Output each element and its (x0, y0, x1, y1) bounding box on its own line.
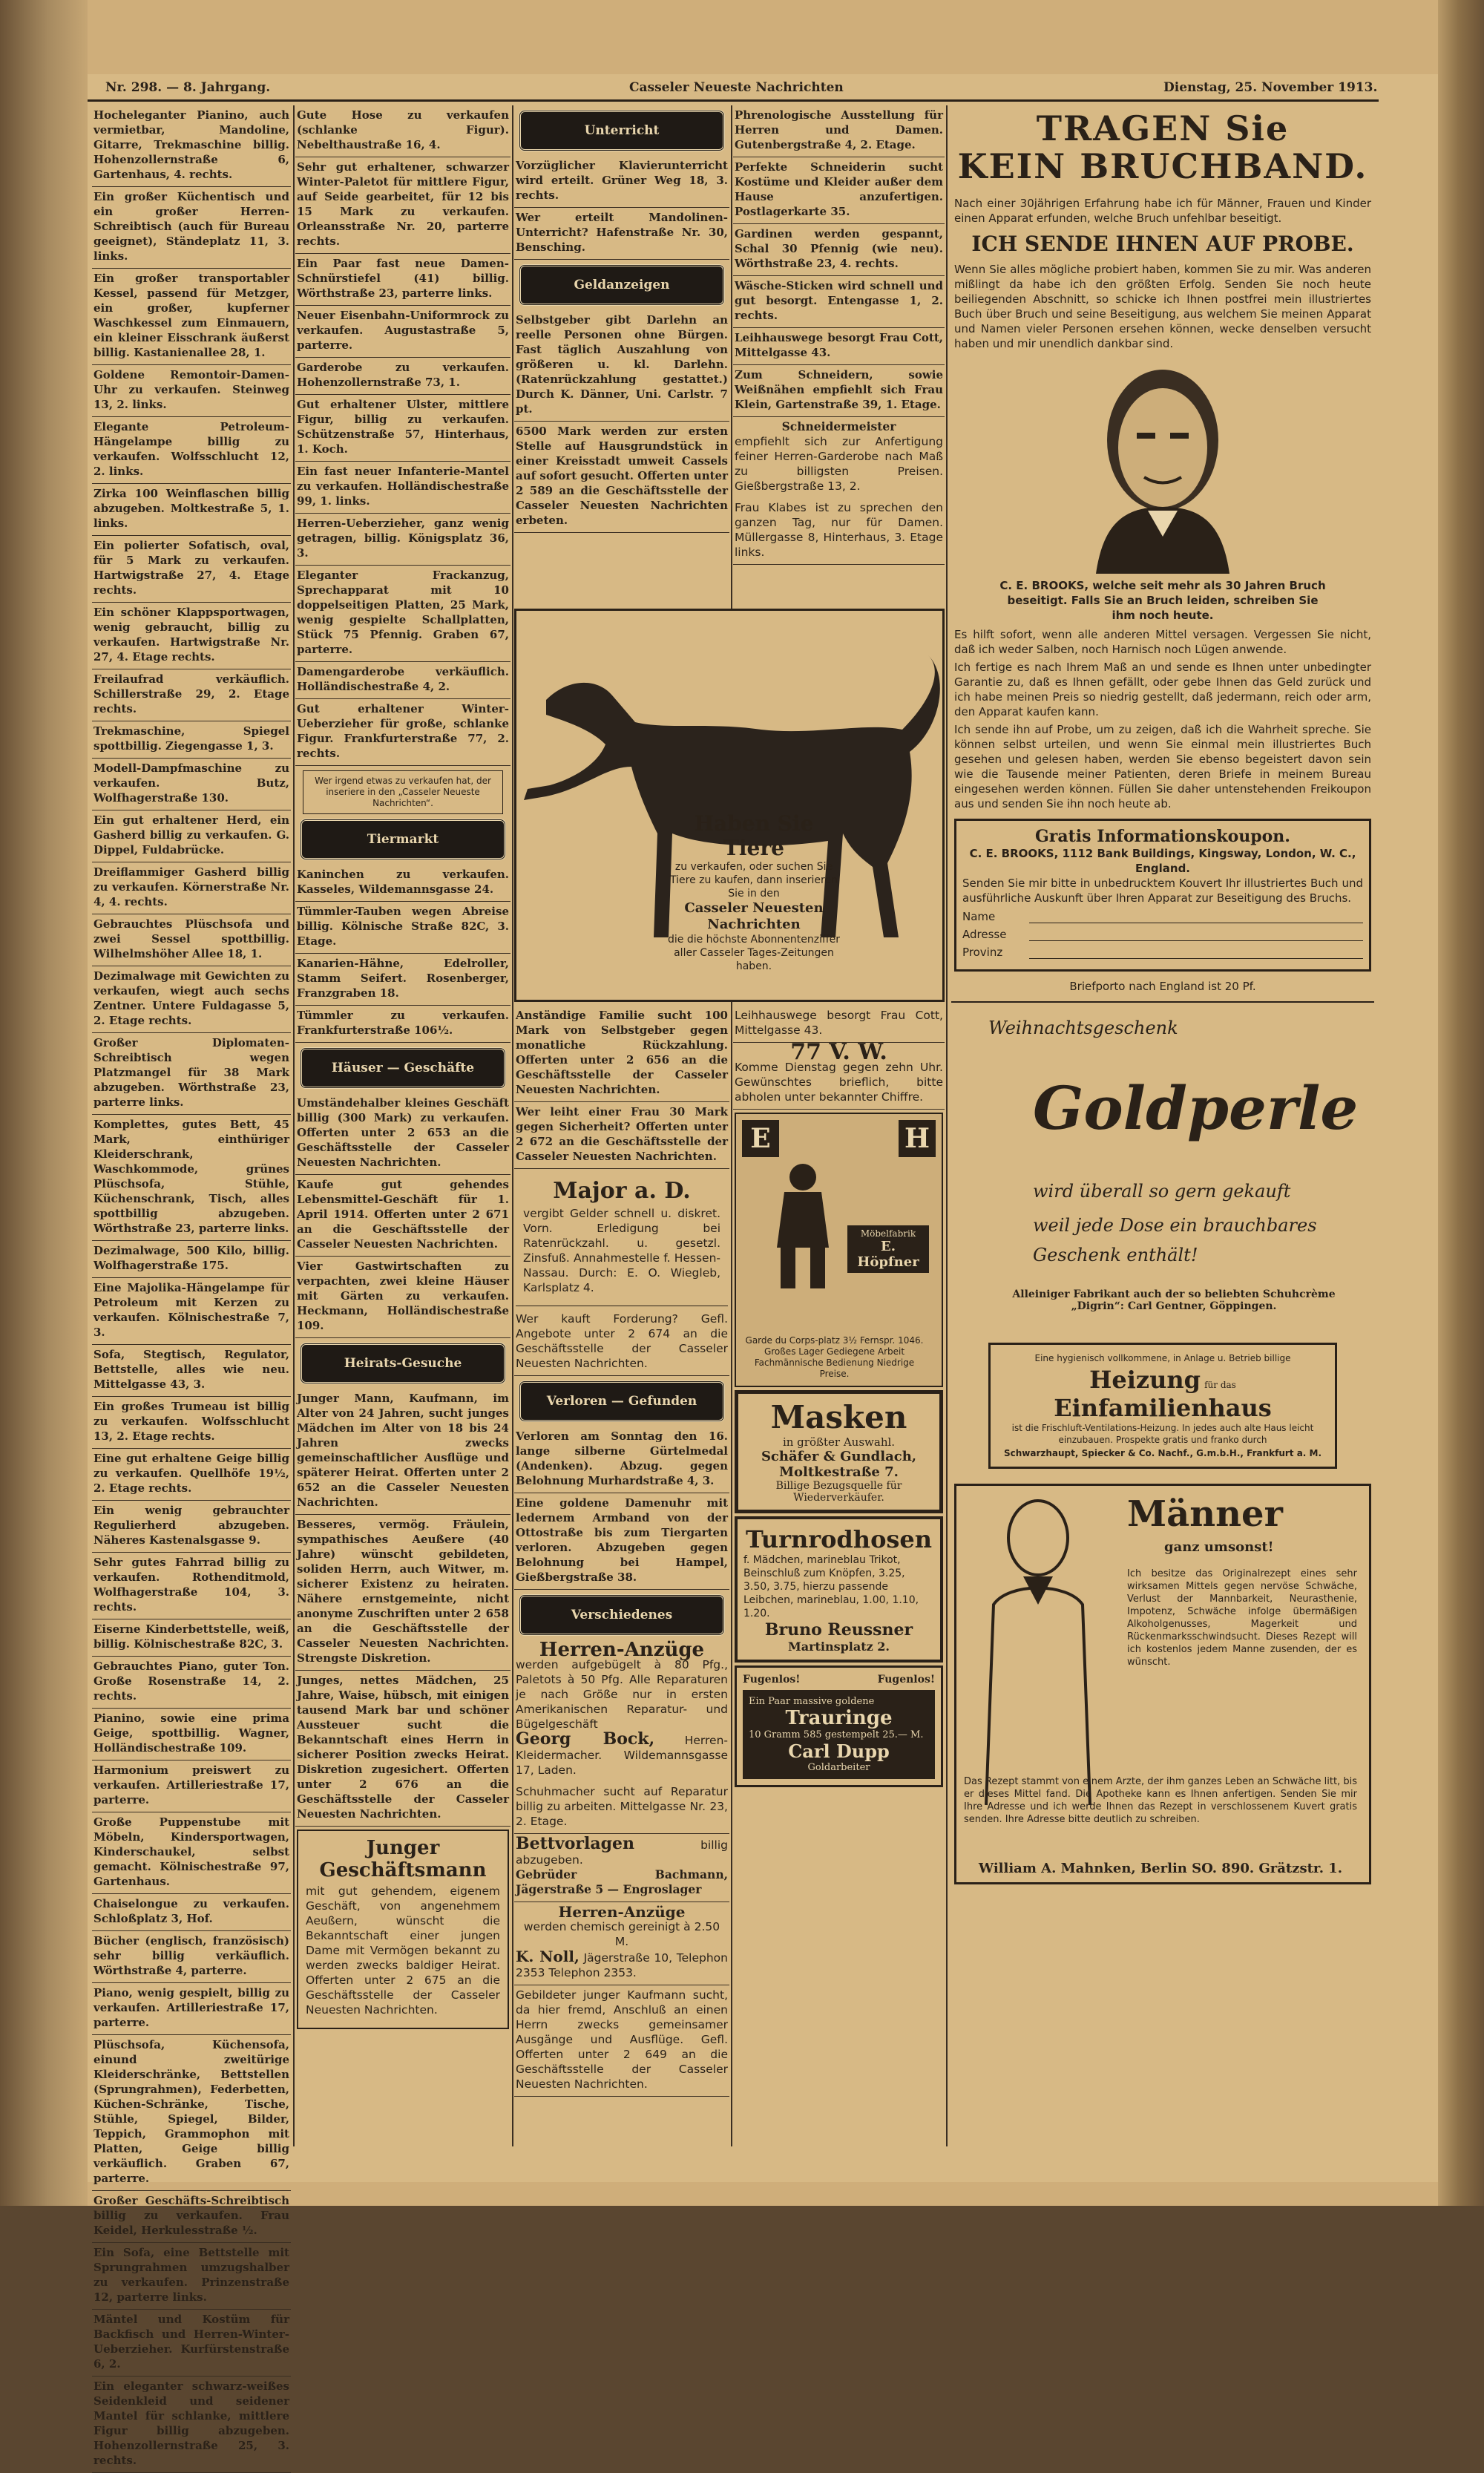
bachmann-firm: Gebrüder Bachmann, Jägerstraße 5 — Engroslager (516, 1867, 728, 1896)
leihhaus-ad: Leihhauswege besorgt Frau Cott, Mittelgasse 43. (733, 1006, 945, 1043)
kaufmann2-ad: Gebildeter junger Kaufmann sucht, da hier fremd, Anschluß an einen Herrn zwecks gemeinsamer Ausgänge und Ausflüge. Gefl. Offerten unter 2 649 an die Geschäftsstelle der Casseler Neuesten Nachrichten. (514, 1985, 729, 2097)
bruch-text-3: Ich fertige es nach Ihrem Maß an und sende es Ihnen unter unbedingter Garantie zu, daß es Ihnen gefällt, oder gebe Ihnen das Geld zurück und ich habe meinen Preis so niedrig gestellt, daß jedermann, reich oder arm, den Apparat kaufen kann. (954, 661, 1371, 718)
haeuser-ads (295, 1093, 510, 1338)
gold-script-1: wird überall so gern gekauft (1033, 1181, 1291, 1202)
coupon-name-label: Name (962, 910, 996, 923)
trauringe-ad (735, 1665, 943, 1787)
classified-ad: Vier Gastwirtschaften zu verpachten, zwei kleine Häuser mit Gärten zu verkaufen. Heckmann, Holländischestraße 109. (295, 1257, 510, 1338)
section-tiermarkt: Tiermarkt (300, 819, 506, 860)
classified-ad: Sofa, Stegtisch, Regulator, Bettstelle, alles wie neu. Mittelgasse 43, 3. (92, 1345, 291, 1397)
tiere-paper: Casseler Neuesten Nachrichten (684, 900, 824, 932)
classified-ad: Sehr gutes Fahrrad billig zu verkaufen. Rothenditmold, Wolfhagerstraße 104, 3. rechts. (92, 1553, 291, 1619)
classified-ad: Ein großes Trumeau ist billig zu verkaufen. Wolfsschlucht 13, 2. Etage rechts. (92, 1397, 291, 1449)
tiere-text: zu verkaufen, oder suchen Sie Tiere zu kaufen, dann inserieren Sie in den (670, 861, 838, 900)
bettvorlagen-text: billig abzugeben. (516, 1838, 728, 1867)
classified-ad: Leihhauswege besorgt Frau Cott, Mittelgasse 43. (733, 328, 945, 365)
classified-ad: Selbstgeber gibt Darlehn an reelle Personen ohne Bürgen. Fast täglich Auszahlung von größeren u. kl. Darlehn. (Ratenrückzahlung gestattet.) Durch K. Dänner, Uni. Carlstr. 7 pt. (514, 310, 729, 422)
bruch-caption: C. E. BROOKS, welche seit mehr als 30 Jahren Bruch beseitigt. Falls Sie an Bruch leiden, schreiben Sie ihm noch heute. (999, 579, 1326, 622)
classified-ad: Eine gut erhaltene Geige billig zu verkaufen. Quellhöfe 19½, 2. Etage rechts. (92, 1449, 291, 1501)
turn-ad (735, 1516, 943, 1663)
classified-ad: Piano, wenig gespielt, billig zu verkaufen. Artilleriestraße 17, parterre. (92, 1983, 291, 2035)
section-verschiedenes: Verschiedenes (519, 1594, 725, 1636)
heizung-text: ist die Frischluft-Ventilations-Heizung. In jedes auch alte Haus leicht einzubauen. Prospekte gratis und franko durch (1011, 1423, 1314, 1445)
tiere-text-block (665, 811, 843, 973)
classified-ad: Freilaufrad verkäuflich. Schillerstraße 29, 2. Etage rechts. (92, 669, 291, 721)
heizung-title-2: Einfamilienhaus (1054, 1394, 1272, 1422)
coupon-provinz-field[interactable] (1029, 947, 1363, 959)
kaufmann-title: Junger Geschäftsmann (319, 1837, 487, 1881)
classified-ad: Kaninchen zu verkaufen. Kasseles, Wildemannsgasse 24. (295, 865, 510, 902)
classified-ad: Wer leiht einer Frau 30 Mark gegen Sicherheit? Offerten unter 2 672 an die Geschäftsstelle der Casseler Neuesten Nachrichten. (514, 1102, 729, 1169)
unterricht-ads (514, 156, 729, 260)
classified-ad: Modell-Dampfmaschine zu verkaufen. Butz, Wolfhagerstraße 130. (92, 759, 291, 810)
coupon-provinz-line (962, 946, 1363, 959)
classified-ad: Gute Hose zu verkaufen (schlanke Figur). Nebelthaustraße 16, 4. (295, 105, 510, 157)
classified-ad: Kaufe gut gehendes Lebensmittel-Geschäft für 1. April 1914. Offerten unter 2 671 an die Geschäftsstelle der Casseler Neuesten Nachrichten. (295, 1175, 510, 1257)
advertise-notice: Wer irgend etwas zu verkaufen hat, der inseriere in den „Casseler Neueste Nachrichten“. (303, 770, 503, 814)
noll-title: Herren-Anzüge (558, 1903, 686, 1921)
classified-ad: Ein wenig gebrauchter Regulierherd abzugeben. Näheres Kastenalsgasse 9. (92, 1501, 291, 1553)
major-ad (516, 1172, 728, 1306)
classified-ad: Gebrauchtes Piano, guter Ton. Große Rosenstraße 14, 2. rechts. (92, 1657, 291, 1709)
vw-title: 77 V. W. (790, 1039, 887, 1065)
classified-ad: Junges, nettes Mädchen, 25 Jahre, Waise, hübsch, mit einigen tausend Mark bar und schöner Aussteuer sucht die Bekanntschaft eines Herrn in sicherer Position zwecks Heirat. Diskretion zugesichert. Offerten unter 2 676 an die Geschäftsstelle der Casseler Neuesten Nachrichten. (295, 1671, 510, 1827)
classified-ad: 6500 Mark werden zur ersten Stelle auf Hausgrundstück in einer Kreisstadt umweit Cassels auf sofort gesucht. Offerten unter 2 589 an die Geschäftsstelle der Casseler Neuesten Nachrichten erbeten. (514, 422, 729, 533)
hoepfner-sign (847, 1225, 929, 1273)
section-geld: Geldanzeigen (519, 264, 725, 306)
fugenlos-row (743, 1674, 935, 1686)
classified-ad: Ein schöner Klappsportwagen, wenig gebraucht, billig zu verkaufen. Hartwigstraße Nr. 27, 4. Etage rechts. (92, 603, 291, 669)
schneider-head: Schneidermeister (781, 419, 896, 433)
kaufmann-ad (297, 1830, 509, 2029)
issue-date: Dienstag, 25. November 1913. (1163, 80, 1378, 95)
gold-script-2: weil jede Dose ein brauchbares Geschenk enthält! (1033, 1215, 1317, 1265)
classified-ad: Chaiselongue zu verkaufen. Schloßplatz 3, Hof. (92, 1894, 291, 1931)
fugenlos-left: Fugenlos! (743, 1674, 801, 1686)
tiere-advertisement (514, 609, 945, 1002)
service-ads (733, 105, 945, 417)
classified-ad: Umständehalber kleines Geschäft billig (300 Mark) zu verkaufen. Offerten unter 2 653 an die Geschäftsstelle der Casseler Neuesten Nachrichten. (295, 1093, 510, 1175)
major-title: Major a. D. (553, 1178, 691, 1204)
kaufmann-text: mit gut gehendem, eigenem Geschäft, von angenehmem Aeußern, wünscht die Bekanntschaft einer jungen Dame mit Vermögen bekannt zu werden zwecks baldiger Heirat. Offerten unter 2 675 an die Geschäftsstelle der Casseler Neuesten Nachrichten. (306, 1884, 500, 2017)
classified-ad: Dreiflammiger Gasherd billig zu verkaufen. Körnerstraße Nr. 4, 4. rechts. (92, 862, 291, 914)
vw-ad (733, 1039, 945, 1110)
maenner-text: Ich besitze das Originalrezept eines sehr wirksamen Mittels gegen nervöse Schwäche, Verlust der Mannbarkeit, Neurasthenie, Impotenz, Schwäche infolge übermäßigen Alkoholgenusses, Magerkeit und Rückenmarksschwindsucht. Dieses Rezept will ich kostenlos jedem Manne zusenden, der es wünscht. (1127, 1568, 1357, 1668)
coupon-title: Gratis Informationskoupon. (1035, 827, 1290, 846)
hoepfner-ad (735, 1113, 943, 1387)
classified-ad: Ein polierter Sofatisch, oval, für 5 Mark zu verkaufen. Hartwigstraße 27, 4. Etage rechts. (92, 536, 291, 603)
masken-text: in größter Auswahl. (782, 1435, 896, 1449)
anzuege-title: Herren-Anzüge (539, 1639, 705, 1661)
section-verloren: Verloren — Gefunden (519, 1380, 725, 1422)
anzuege-text: werden aufgebügelt à 80 Pfg., Paletots à 50 Pfg. Alle Reparaturen je nach Größe nur in ersten Amerikanischen Reparatur- und Bügelgeschäft (516, 1658, 728, 1731)
classified-ad: Ein Paar fast neue Damen-Schnürstiefel (41) billig. Wörthstraße 23, parterre links. (295, 254, 510, 306)
coupon-text: Senden Sie mir bitte in unbedrucktem Kouvert Ihr illustriertes Buch und ausführliche Auskunft über Ihren Apparat zur Beseitigung des Bruchs. (962, 877, 1363, 905)
heizung-title-row (997, 1366, 1329, 1422)
man-illustration (964, 1493, 1112, 1805)
classified-ad: Anständige Familie sucht 100 Mark von Selbstgeber gegen monatliche Rückzahlung. Offerten unter 2 656 an die Geschäftsstelle der Casseler Neuesten Nachrichten. (514, 1006, 729, 1102)
bock-text: Herren-Kleidermacher. Wildemannsgasse 17, Laden. (516, 1734, 728, 1777)
classified-ad: Große Puppenstube mit Möbeln, Kindersportwagen, Kinderschaukel, selbst gemacht. Kölnischestraße 97, Gartenhaus. (92, 1812, 291, 1894)
coupon-name-line (962, 910, 1363, 923)
bruch-probe: ICH SENDE IHNEN AUF PROBE. (971, 232, 1354, 256)
coupon-address: C. E. BROOKS, 1112 Bank Buildings, Kingsway, London, W. C., England. (969, 847, 1356, 875)
classified-ad: Junger Mann, Kaufmann, im Alter von 24 Jahren, sucht junges Mädchen im Alter von 18 bis 24 Jahren zwecks gemeinschaftlicher Ausflüge und späterer Heirat. Offerten unter 2 652 an die Casseler Neuesten Nachrichten. (295, 1389, 510, 1515)
tiere-tail: die die höchste Abonnentenziffer aller Casseler Tages-Zeitungen haben. (667, 934, 841, 972)
ring-sub: 10 Gramm 585 gestempelt 25.— M. (749, 1729, 924, 1740)
classified-ad: Gebrauchtes Plüschsofa und zwei Sessel spottbillig. Wilhelmshöher Allee 18, 1. (92, 914, 291, 966)
coupon-adresse-label: Adresse (962, 928, 1007, 941)
heizung-firm: Schwarzhaupt, Spiecker & Co. Nachf., G.m.b.H., Frankfurt a. M. (1003, 1448, 1322, 1458)
binding-left (0, 0, 88, 2206)
classified-ad: Zirka 100 Weinflaschen billig abzugeben. Moltkestraße 5, 1. links. (92, 484, 291, 536)
classified-ad: Herren-Ueberzieher, ganz wenig getragen, billig. Königsplatz 36, 3. (295, 514, 510, 566)
heizung-title-1: Heizung (1089, 1366, 1201, 1394)
bruch-text-4: Ich sende ihn auf Probe, um zu zeigen, daß ich die Wahrheit spreche. Sie können selbst urteilen, und wenn Sie einmal mein illustriertes Buch gesehen und gelesen haben, werden Sie ebenso begeistert davon sein wie die Tausende meiner Patienten, deren Briefe in meinem Bureau eingesehen werden können. Füllen Sie daher untenstehenden Freikoupon aus und senden Sie ihn noch heute ab. (954, 723, 1371, 810)
gold-script-top: Weihnachtsgeschenk (988, 1018, 1178, 1038)
classified-column-1 (92, 105, 291, 2467)
darlehn-ads (514, 1006, 729, 1169)
classified-ad: Gut erhaltener Ulster, mittlere Figur, billig zu verkaufen. Schützenstraße 57, Hinterhaus, 1. Koch. (295, 395, 510, 462)
ring-firm: Carl Dupp (788, 1740, 890, 1762)
major-text: vergibt Gelder schnell u. diskret. Vorn. Erledigung bei Ratenrückzahl. u. gesetzl. Zinsfuß. Annahmestelle f. Hessen-Nassau. Durch: E. O. Wiegleb, Karlsplatz 4. (523, 1207, 720, 1294)
classified-ad: Eiserne Kinderbettstelle, weiß, billig. Kölnischestraße 82C, 3. (92, 1619, 291, 1657)
section-haeuser: Häuser — Geschäfte (300, 1047, 506, 1089)
classified-ad: Dezimalwage, 500 Kilo, billig. Wolfhagerstraße 175. (92, 1241, 291, 1278)
classified-ad: Wer erteilt Mandolinen-Unterricht? Hafenstraße Nr. 30, Bensching. (514, 208, 729, 260)
classified-ad: Komplettes, gutes Bett, 45 Mark, einthüriger Kleiderschrank, Waschkommode, grünes Plüschsofa, Stühle, Küchenschrank, Tisch, alles spottbillig abzugeben. Wörthstraße 23, parterre links. (92, 1115, 291, 1241)
goldperle-ad (951, 1001, 1374, 1328)
heizung-pre: Eine hygienisch vollkommene, in Anlage u. Betrieb billige (1034, 1353, 1291, 1363)
classified-ad: Eine Majolika-Hängelampe für Petroleum mit Kerzen zu verkaufen. Kölnischestraße 7, 3. (92, 1278, 291, 1345)
classified-ad: Phrenologische Ausstellung für Herren und Damen. Gutenbergstraße 4, 2. Etage. (733, 105, 945, 157)
coupon-name-field[interactable] (1029, 911, 1363, 923)
classified-ad: Eine goldene Damenuhr mit ledernem Armband von der Ottostraße bis zum Tiergarten verloren. Abzugeben gegen Belohnung bei Hampel, Gießbergstraße 38. (514, 1493, 729, 1590)
classified-ad: Eleganter Frackanzug, Sprechapparat mit 10 doppelseitigen Platten, 25 Mark, wenig gespielte Schallplatten, Stück 75 Pfennig. Graben 67, parterre. (295, 566, 510, 662)
masken-title: Masken (770, 1399, 907, 1435)
noll-name: K. Noll, (516, 1948, 580, 1965)
display-ads-column (951, 105, 1374, 2146)
classified-column-4-lower (733, 1006, 945, 2145)
schuhmacher-ad: Schuhmacher sucht auf Reparatur billig zu arbeiten. Mittelgasse Nr. 23, 2. Etage. (514, 1782, 729, 1834)
maenner-ad (954, 1484, 1371, 1884)
gold-maker: Alleiniger Fabrikant auch der so beliebten Schuhcrème „Digrin“: Carl Gentner, Göppingen. (1012, 1288, 1336, 1312)
classified-ad: Dezimalwage mit Gewichten zu verkaufen, wiegt auch sechs Zentner. Untere Fuldagasse 5, 2. Etage rechts. (92, 966, 291, 1033)
masken-ad (735, 1390, 943, 1513)
tiere-title: Haben Sie Tiere (694, 811, 814, 860)
classified-ad: Garderobe zu verkaufen. Hohenzollernstraße 73, 1. (295, 358, 510, 395)
vw-text: Komme Dienstag gegen zehn Uhr. Gewünschtes brieflich, bitte abholen unter bekannter Chiffre. (735, 1061, 943, 1104)
column-rule (731, 105, 732, 2146)
classified-ad: Tümmler zu verkaufen. Frankfurterstraße 106½. (295, 1006, 510, 1043)
classified-ad: Sehr gut erhaltener, schwarzer Winter-Paletot für mittlere Figur, auf Seide gearbeitet, für 12 bis 15 Mark zu verkaufen. Orleansstraße Nr. 20, parterre rechts. (295, 157, 510, 254)
classified-ad: Mäntel und Kostüm für Backfisch und Herren-Winter-Ueberzieher. Kurfürstenstraße 6, 2. (92, 2310, 291, 2377)
maenner-title: Männer (1127, 1493, 1283, 1535)
classified-ad: Ein großer transportabler Kessel, passend für Metzger, ein großer, kupferner Waschkessel zum Einmauern, ein kleiner Eisschrank äußerst billig. Kastanienallee 28, 1. (92, 269, 291, 365)
turn-text: f. Mädchen, marineblau Trikot, Beinschluß zum Knöpfen, 3.25, 3.50, 3.75, hierzu passende Leibchen, marineblau, 1.00, 1.10, 1.20. (743, 1554, 919, 1619)
hoepfner-label: Möbelfabrik (860, 1228, 916, 1239)
classified-ad: Harmonium preiswert zu verkaufen. Artilleriestraße 17, parterre. (92, 1760, 291, 1812)
gold-title: Goldperle (1033, 1073, 1359, 1143)
bruch-title-1: TRAGEN Sie (1036, 108, 1290, 148)
bettvorlagen-ad (514, 1834, 729, 1902)
trauringe-box (743, 1690, 935, 1779)
bock-name: Georg Bock, (516, 1729, 655, 1749)
classified-ad: Perfekte Schneiderin sucht Kostüme und Kleider außer dem Hause anzufertigen. Postlagerkarte 35. (733, 157, 945, 224)
brooks-portrait (1051, 358, 1274, 574)
bettvorlagen-title: Bettvorlagen (516, 1834, 634, 1853)
masken-tail: Billige Bezugsquelle für Wiederverkäufer. (775, 1480, 902, 1504)
classified-ad: Ein fast neuer Infanterie-Mantel zu verkaufen. Holländischestraße 99, 1. links. (295, 462, 510, 514)
fugenlos-right: Fugenlos! (877, 1674, 935, 1686)
masken-firm: Schäfer & Gundlach, (761, 1449, 917, 1464)
classified-ad: Neuer Eisenbahn-Uniformrock zu verkaufen. Augustastraße 5, parterre. (295, 306, 510, 358)
ring-title: Trauringe (785, 1707, 893, 1729)
bruch-text-1: Wenn Sie alles mögliche probiert haben, kommen Sie zu mir. Was anderen mißlingt da habe ich den größten Erfolg. Senden Sie noch heute beiliegenden Abschnitt, so schicke ich Ihnen postfrei mein illustriertes Buch über Bruch und seine Beseitigung, aus welchem Sie meinen Apparat und Namen vieler Personen ersehen können, wecke denselben versucht haben und mir unendlich dankbar sind. (954, 263, 1371, 350)
classified-column-3-lower (514, 1006, 729, 2145)
heirat-ads (295, 1389, 510, 1827)
forderung-ad: Wer kauft Forderung? Gefl. Angebote unter 2 674 an die Geschäftsstelle der Casseler Neuesten Nachrichten. (514, 1309, 729, 1376)
maenner-sub: ganz umsonst! (1164, 1539, 1274, 1555)
section-unterricht: Unterricht (519, 110, 725, 151)
column-rule (512, 105, 513, 2146)
paper-name: Casseler Neueste Nachrichten (629, 80, 844, 95)
turn-title: Turnrodhosen (745, 1525, 933, 1553)
column-rule (293, 105, 295, 2146)
carpenter-illustration (758, 1159, 847, 1292)
schneider-ad (733, 417, 945, 498)
heizung-fuer: für das (1204, 1380, 1236, 1390)
classified-ad: Kanarien-Hähne, Edelroller, Stamm Seifert. Rosenberger, Franzgraben 18. (295, 954, 510, 1006)
classified-ad: Verloren am Sonntag den 16. lange silberne Gürtelmedal (Andenken). Abzug. gegen Belohnung Murhardstraße 4, 3. (514, 1427, 729, 1493)
classified-ad: Gut erhaltener Winter-Ueberzieher für große, schlanke Figur. Frankfurterstraße 77, 2. rechts. (295, 699, 510, 766)
classified-ad: Bücher (englisch, französisch) sehr billig verkäuflich. Wörthstraße 4, parterre. (92, 1931, 291, 1983)
turn-addr: Martinsplatz 2. (788, 1640, 890, 1654)
classified-ad: Pianino, sowie eine prima Geige, spottbillig. Wagner, Holländischestraße 109. (92, 1709, 291, 1760)
classified-column-4 (733, 105, 945, 606)
maenner-text-2: Das Rezept stammt von einem Arzte, der ihm ganzes Leben an Schwäche litt, bis er dieses Mittel fand. Die Apotheke kann es Ihnen anfertigen. Senden Sie mir Ihre Adresse und ich werde Ihnen das Rezept in verschlossenem Kuvert gratis senden. Ihre Adresse bitte deutlich zu schreiben. (964, 1776, 1357, 1825)
noll-addr: Jägerstraße 10, Telephon 2353 Telephon 2353. (516, 1951, 728, 1979)
bruch-title-2: KEIN BRUCHBAND. (957, 146, 1368, 186)
column-rule (946, 105, 948, 2146)
heizung-ad (988, 1343, 1337, 1469)
classified-ad: Goldene Remontoir-Damen-Uhr zu verkaufen. Steinweg 13, 2. links. (92, 365, 291, 417)
geld-ads (514, 310, 729, 533)
classified-ad: Tümmler-Tauben wegen Abreise billig. Kölnische Straße 82C, 3. Etage. (295, 902, 510, 954)
coupon-adresse-field[interactable] (1029, 929, 1363, 941)
clothing-ads (295, 105, 510, 766)
classified-ad: Damengarderobe verkäuflich. Holländischestraße 4, 2. (295, 662, 510, 699)
classified-column-2 (295, 105, 510, 2146)
verloren-ads (514, 1427, 729, 1590)
classified-ad: Gardinen werden gespannt, Schal 30 Pfennig (wie neu). Wörthstraße 23, 4. rechts. (733, 224, 945, 276)
coupon-provinz-label: Provinz (962, 946, 1003, 959)
classified-ad: Vorzüglicher Klavierunterricht wird erteilt. Grüner Weg 18, 3. rechts. (514, 156, 729, 208)
section-heirat: Heirats-Gesuche (300, 1343, 506, 1384)
masken-addr: Moltkestraße 7. (779, 1464, 899, 1480)
classified-ad: Ein Sofa, eine Bettstelle mit Sprungrahmen umzugshalber zu verkaufen. Prinzenstraße 12, parterre links. (92, 2243, 291, 2310)
classified-ad: Plüschsofa, Küchensofa, einund zweitürige Kleiderschränke, Bettstellen (Sprungrahmen), Federbetten, Küchen-Schränke, Tische, Stühle, Spiegel, Bilder, Teppich, Grammophon mit Platten, Geige billig verkäuflich. Graben 67, parterre. (92, 2035, 291, 2191)
classified-ad: Großer Diplomaten-Schreibtisch wegen Platzmangel für 38 Mark abzugeben. Wörthstraße 23, parterre links. (92, 1033, 291, 1115)
hoepfner-letter-e: E (742, 1120, 779, 1157)
noll-ad (514, 1902, 729, 1985)
bruch-intro: Nach einer 30jährigen Erfahrung habe ich für Männer, Frauen und Kinder einen Apparat erfunden, welche Bruch unfehlbar beseitigt. (954, 197, 1371, 225)
issue-number: Nr. 298. — 8. Jahrgang. (105, 80, 271, 95)
turn-firm: Bruno Reussner (764, 1620, 913, 1640)
hoepfner-name: E. Höpfner (857, 1239, 919, 1270)
hoepfner-letter-h: H (899, 1120, 936, 1157)
classified-ad: Hocheleganter Pianino, auch vermietbar, Mandoline, Gitarre, Trekmaschine billig. Hohenzollernstraße 6, Gartenhaus, 4. rechts. (92, 105, 291, 187)
classified-ad: Trekmaschine, Spiegel spottbillig. Ziegengasse 1, 3. (92, 721, 291, 759)
tiermarkt-ads (295, 865, 510, 1043)
hoepfner-text: Garde du Corps-platz 3½ Fernspr. 1046. Großes Lager Gediegene Arbeit Fachmännische Bedienung Niedrige Preise. (745, 1335, 924, 1379)
bruch-text-2: Es hilft sofort, wenn alle anderen Mittel versagen. Vergessen Sie nicht, daß ich weder Salben, noch Harnisch noch Lügen anwende. (954, 628, 1371, 656)
briefporto: Briefporto nach England ist 20 Pf. (1069, 980, 1256, 993)
masthead-rule (88, 99, 1379, 102)
binding-right (1438, 0, 1484, 2206)
schneider-text: empfiehlt sich zur Anfertigung feiner Herren-Garderobe nach Maß zu billigsten Preisen. Gießbergstraße 13, 2. (735, 435, 943, 493)
anzuege-ad (514, 1640, 729, 1782)
classified-ad: Ein großer Küchentisch und ein großer Herren-Schreibtisch (auch für Bureau geeignet), Ständeplatz 11, 3. links. (92, 187, 291, 269)
classified-ad: Ein eleganter schwarz-weißes Seidenkleid und seidener Mantel für schlanke, mittlere Figur billig abzugeben. Hohenzollernstraße 25, 3. rechts. (92, 2377, 291, 2473)
ring-head: Ein Paar massive goldene (749, 1696, 875, 1707)
classified-ad: Zum Schneidern, sowie Weißnähen empfiehlt sich Frau Klein, Gartenstraße 39, 1. Etage. (733, 365, 945, 417)
classified-ad: Großer Geschäfts-Schreibtisch billig zu verkaufen. Frau Keidel, Herkulesstraße ½. (92, 2191, 291, 2243)
coupon-adresse-line (962, 928, 1363, 941)
classified-ad: Elegante Petroleum-Hängelampe billig zu verkaufen. Wolfsschlucht 12, 2. links. (92, 417, 291, 484)
classified-ad: Besseres, vermög. Fräulein, sympathisches Aeußere (40 Jahre) wünscht gebildeten, soliden Herrn, auch Witwer, m. sicherer Existenz zu heiraten. Nähere ernstgemeinte, nicht anonyme Zuschriften unter 2 658 an die Geschäftsstelle der Casseler Neuesten Nachrichten. Strengste Diskretion. (295, 1515, 510, 1671)
info-coupon (954, 819, 1371, 972)
noll-text: werden chemisch gereinigt à 2.50 M. (523, 1920, 720, 1948)
classified-ad: Ein gut erhaltener Herd, ein Gasherd billig zu verkaufen. G. Dippel, Fuldabrücke. (92, 810, 291, 862)
klabes-ad: Frau Klabes ist zu sprechen den ganzen Tag, nur für Damen. Müllergasse 8, Hinterhaus, 3. Etage links. (733, 498, 945, 565)
classified-ad: Wäsche-Sticken wird schnell und gut besorgt. Entengasse 1, 2. rechts. (733, 276, 945, 328)
maenner-firm: William A. Mahnken, Berlin SO. 890. Grätzstr. 1. (978, 1861, 1343, 1876)
ring-tail: Goldarbeiter (807, 1762, 870, 1773)
